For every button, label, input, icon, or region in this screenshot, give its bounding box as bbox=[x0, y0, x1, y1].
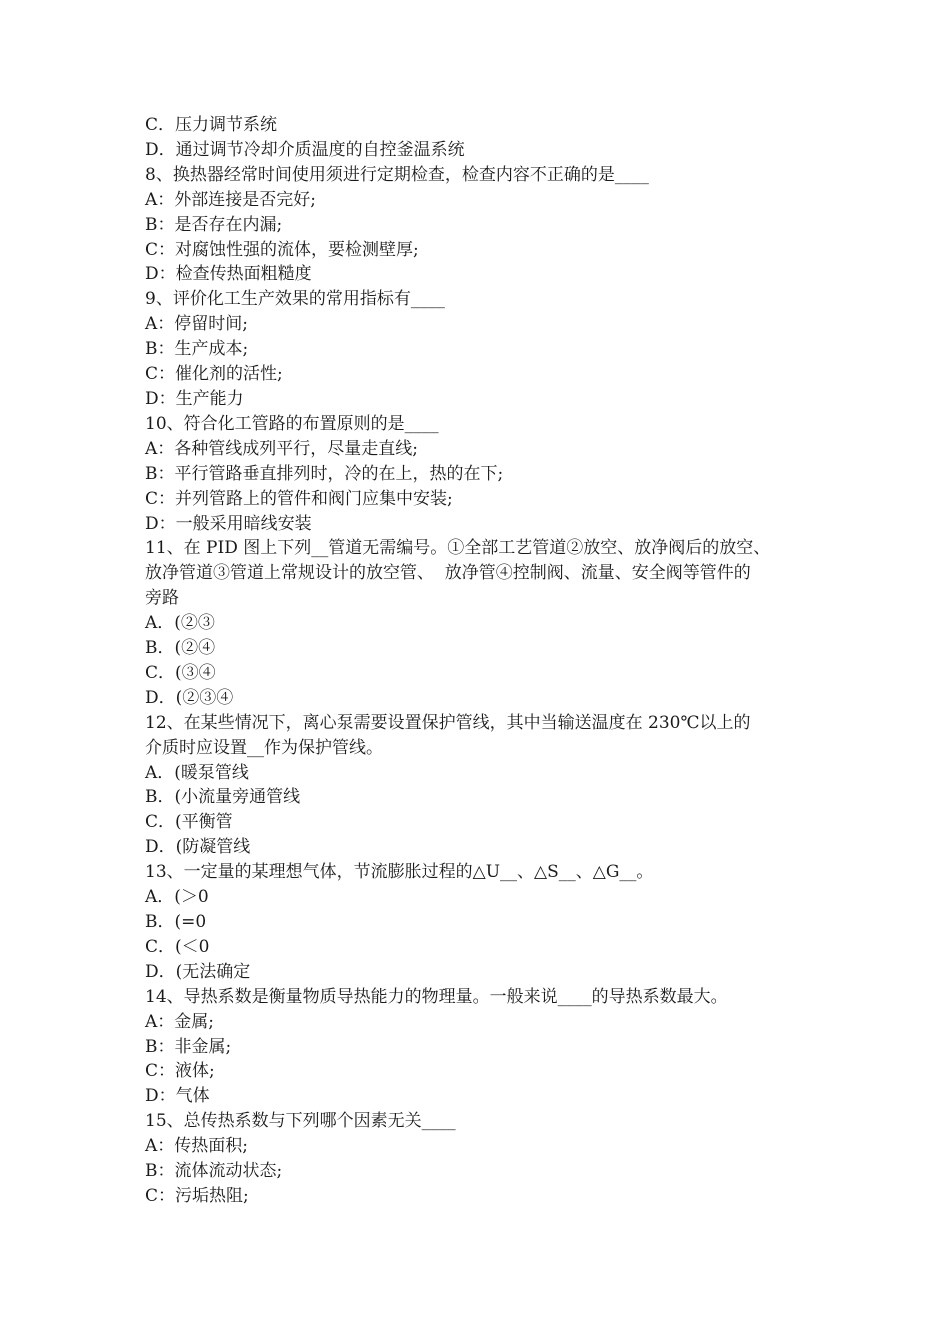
option-b-q11: B．(②④ bbox=[145, 638, 216, 659]
option-b-q14: B：非金属; bbox=[145, 1036, 232, 1057]
option-c-q11: C．(③④ bbox=[145, 662, 216, 683]
option-c-q8: C：对腐蚀性强的流体，要检测壁厚; bbox=[145, 239, 419, 260]
question-15: 15、总传热系数与下列哪个因素无关____ bbox=[145, 1111, 456, 1132]
question-8: 8、换热器经常时间使用须进行定期检查，检查内容不正确的是____ bbox=[145, 164, 649, 185]
option-d-q13: D．(无法确定 bbox=[145, 961, 251, 982]
question-12-line-1: 12、在某些情况下，离心泵需要设置保护管线，其中当输送温度在 230℃以上的 bbox=[145, 712, 751, 733]
option-a-q13: A．(＞0 bbox=[145, 887, 209, 908]
option-b-q10: B：平行管路垂直排列时，冷的在上，热的在下; bbox=[145, 463, 504, 484]
option-d-q8: D：检查传热面粗糙度 bbox=[145, 264, 312, 285]
option-a-q12: A．(暖泵管线 bbox=[145, 762, 249, 783]
option-c-q15: C：污垢热阻; bbox=[145, 1185, 249, 1206]
option-d-q9: D：生产能力 bbox=[145, 388, 244, 409]
option-b-q13: B．(=0 bbox=[145, 912, 207, 932]
question-11-line-3: 旁路 bbox=[145, 588, 179, 609]
option-c-q13: C．(＜0 bbox=[145, 936, 210, 957]
option-c-q14: C：液体; bbox=[145, 1061, 215, 1082]
option-d-q7: D．通过调节冷却介质温度的自控釜温系统 bbox=[145, 139, 465, 160]
question-9: 9、评价化工生产效果的常用指标有____ bbox=[145, 289, 445, 310]
option-b-q15: B：流体流动状态; bbox=[145, 1161, 283, 1182]
option-a-q9: A：停留时间; bbox=[145, 314, 249, 335]
option-a-q8: A：外部连接是否完好; bbox=[145, 189, 317, 210]
option-d-q12: D．(防凝管线 bbox=[145, 837, 251, 858]
option-c-q12: C．(平衡管 bbox=[145, 812, 233, 833]
option-c-q10: C：并列管路上的管件和阀门应集中安装; bbox=[145, 488, 453, 509]
option-b-q12: B．(小流量旁通管线 bbox=[145, 787, 301, 808]
option-c-q9: C：催化剂的活性; bbox=[145, 364, 283, 385]
option-d-q14: D：气体 bbox=[145, 1086, 210, 1107]
option-c-q7: C．压力调节系统 bbox=[145, 115, 278, 135]
option-b-q9: B：生产成本; bbox=[145, 339, 249, 360]
question-11-line-2: 放净管道③管道上常规设计的放空管、 放净管④控制阀、流量、安全阀等管件的 bbox=[145, 563, 751, 584]
option-a-q10: A：各种管线成列平行，尽量走直线; bbox=[145, 438, 419, 459]
question-12-line-2: 介质时应设置__作为保护管线。 bbox=[145, 737, 383, 758]
option-a-q14: A：金属; bbox=[145, 1011, 215, 1032]
option-a-q15: A：传热面积; bbox=[145, 1136, 249, 1157]
document-page bbox=[145, 113, 815, 1209]
option-b-q8: B：是否存在内漏; bbox=[145, 214, 283, 235]
option-a-q11: A．(②③ bbox=[145, 613, 215, 634]
option-d-q11: D．(②③④ bbox=[145, 687, 234, 708]
option-d-q10: D：一般采用暗线安装 bbox=[145, 513, 312, 534]
question-10: 10、符合化工管路的布置原则的是____ bbox=[145, 413, 439, 434]
question-14: 14、导热系数是衡量物质导热能力的物理量。一般来说____的导热系数最大。 bbox=[145, 986, 728, 1007]
question-13: 13、一定量的某理想气体，节流膨胀过程的△U__、△S__、△G__。 bbox=[145, 862, 654, 883]
question-11-line-1: 11、在 PID 图上下列__管道无需编号。①全部工艺管道②放空、放净阀后的放空、 bbox=[145, 538, 771, 559]
